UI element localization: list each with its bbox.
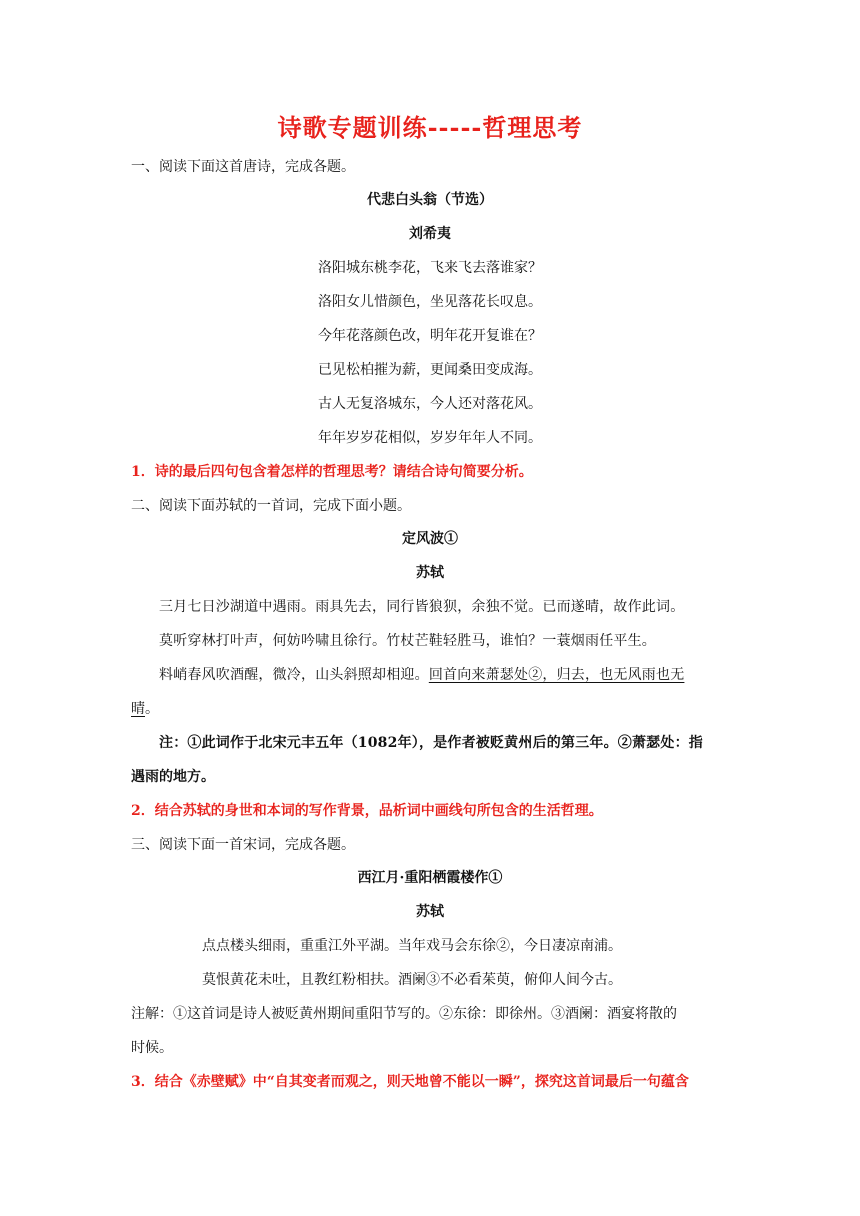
poem-1-line: 已见松柏摧为薪，更闻桑田变成海。: [318, 362, 542, 378]
poem-2-author: 苏轼: [416, 565, 444, 581]
page-title: 诗歌专题训练-----哲理思考: [277, 113, 583, 142]
section-1-heading: 一、阅读下面这首唐诗，完成各题。: [131, 159, 355, 175]
poem-1-title: 代悲白头翁（节选）: [367, 192, 493, 208]
poem-3-line: 莫恨黄花未吐，且教红粉相扶。酒阑③不必看茱萸，俯仰人间今古。: [202, 972, 622, 988]
underlined-sentence: 回首向来萧瑟处②，归去，也无风雨也无: [428, 667, 685, 683]
poem-2-preface: 三月七日沙湖道中遇雨。雨具先去，同行皆狼狈，余独不觉。已而遂晴，故作此词。: [159, 599, 685, 615]
poem-1-author: 刘希夷: [409, 226, 451, 242]
poem-1-line: 今年花落颜色改，明年花开复谁在？: [318, 328, 542, 344]
poem-2-note-cont: 遇雨的地方。: [131, 769, 215, 785]
underlined-sentence-end: 晴: [131, 701, 145, 717]
poem-2-note: 注：①此词作于北宋元丰五年（1082年），是作者被贬黄州后的第三年。②萧瑟处：指: [159, 735, 703, 751]
poem-3-line: 点点楼头细雨，重重江外平湖。当年戏马会东徐②，今日凄凉南浦。: [202, 938, 622, 954]
poem-2-line-plain: 料峭春风吹酒醒，微冷，山头斜照却相迎。: [159, 667, 429, 683]
poem-2-line: [159, 665, 684, 685]
question-3: 3．结合《赤壁赋》中“自其变者而观之，则天地曾不能以一瞬”，探究这首词最后一句蕴含: [131, 1074, 689, 1090]
poem-1-line: 年年岁岁花相似，岁岁年年人不同。: [318, 430, 542, 446]
question-1: 1．诗的最后四句包含着怎样的哲理思考？请结合诗句简要分析。: [131, 464, 533, 480]
poem-2-line-end: 晴。: [131, 701, 159, 717]
poem-3-title: 西江月·重阳栖霞楼作①: [357, 870, 503, 886]
poem-1-line: 洛阳城东桃李花，飞来飞去落谁家？: [318, 260, 542, 276]
poem-3-author: 苏轼: [416, 904, 444, 920]
poem-2-line: 莫听穿林打叶声，何妨吟啸且徐行。竹杖芒鞋轻胜马，谁怕？一蓑烟雨任平生。: [159, 633, 656, 649]
poem-2-title: 定风波①: [402, 531, 458, 547]
poem-1-line: 洛阳女儿惜颜色，坐见落花长叹息。: [318, 294, 542, 310]
question-2: 2．结合苏轼的身世和本词的写作背景，品析词中画线句所包含的生活哲理。: [131, 803, 603, 819]
section-3-heading: 三、阅读下面一首宋词，完成各题。: [131, 837, 355, 853]
poem-3-note: 注解：①这首词是诗人被贬黄州期间重阳节写的。②东徐：即徐州。③酒阑：酒宴将散的: [131, 1006, 677, 1022]
section-2-heading: 二、阅读下面苏轼的一首词，完成下面小题。: [131, 498, 411, 514]
poem-3-note-cont: 时候。: [131, 1040, 173, 1056]
poem-1-line: 古人无复洛城东，今人还对落花风。: [318, 396, 542, 412]
